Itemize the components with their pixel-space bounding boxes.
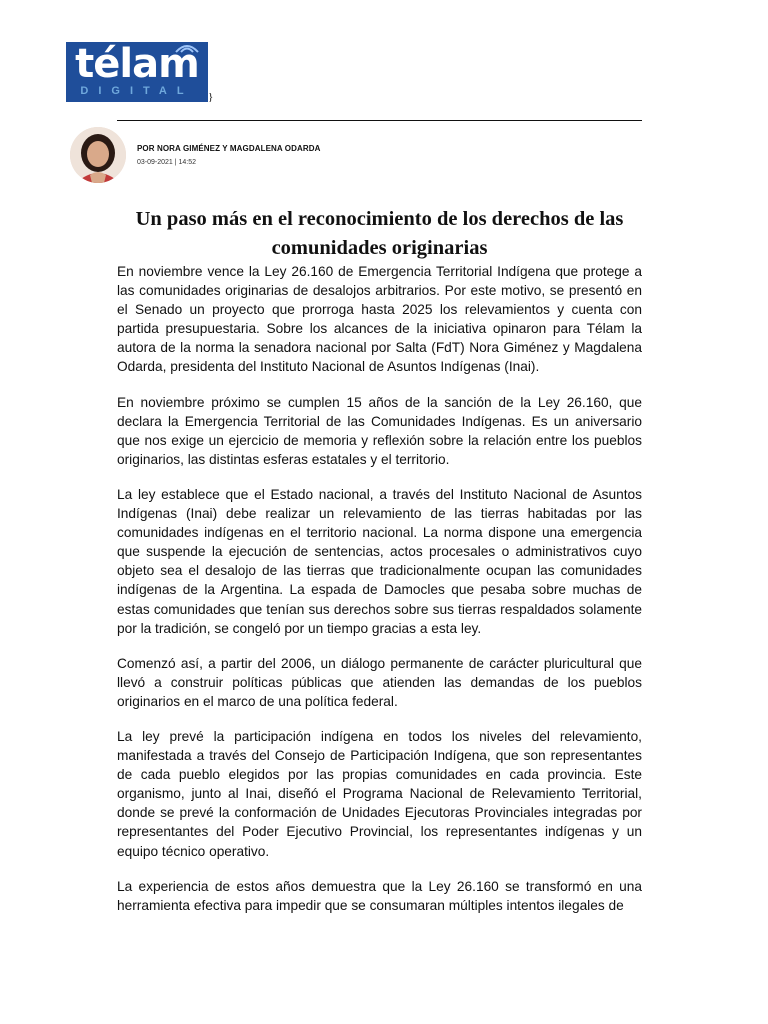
article-body: [117, 262, 642, 931]
article-paragraph: En noviembre próximo se cumplen 15 años de la sanción de la Ley 26.160, que declara la Emergencia Territorial de las Comunidades Indígenas. Es un aniversario que nos exige un ejercicio de memoria y reflexión sobre la relación entre los pueblos originarios, las distintas esferas estatales y el territorio.: [117, 394, 642, 467]
author-byline: POR NORA GIMÉNEZ Y MAGDALENA ODARDA: [137, 144, 321, 153]
article-paragraph: Comenzó así, a partir del 2006, un diálogo permanente de carácter pluricultural que llevó a construir políticas públicas que atienden las demandas de los pueblos originarios en el marco de una política federal.: [117, 655, 642, 709]
signal-wave-icon: [172, 40, 202, 54]
article-paragraph: La ley prevé la participación indígena en todos los niveles del relevamiento, manifestada a través del Consejo de Participación Indígena, que son representantes de cada pueblo elegidos por las propias comunidades en cada provincia. Este organismo, junto al Inai, diseñó el Programa Nacional de Relevamiento Territorial, donde se prevé la conformación de Unidades Ejecutoras Provinciales integradas por representantes del Poder Ejecutivo Provincial, los representantes indígenas y un equipo técnico operativo.: [117, 728, 642, 859]
header-divider: [117, 120, 642, 121]
logo-subtext: DIGITAL: [80, 85, 194, 97]
author-avatar: [70, 127, 126, 183]
article-paragraph: En noviembre vence la Ley 26.160 de Emergencia Territorial Indígena que protege a las comunidades originarias de desalojos arbitrarios. Por este motivo, se presentó en el Senado un proyecto que prorroga hasta 2025 los relevamientos y cuenta con partida presupuestaria. Sobre los alcances de la iniciativa opinaron para Télam la autora de la norma la senadora nacional por Salta (FdT) Nora Giménez y Magdalena Odarda, presidenta del Instituto Nacional de Asuntos Indígenas (Inai).: [117, 264, 642, 375]
author-photo-image: [70, 127, 126, 183]
logo-wordmark: télam: [75, 42, 199, 87]
article-title: Un paso más en el reconocimiento de los derechos de las comunidades originarias: [135, 208, 624, 259]
article-paragraph: La ley establece que el Estado nacional, a través del Instituto Nacional de Asuntos Indígenas (Inai) debe realizar un relevamiento de las tierras habitadas por las comunidades indígenas en el territorio nacional. La norma dispone una emergencia que suspende la ejecución de sentencias, actos procesales o administrativos cuyo objeto sea el desalojo de las tierras que tradicionalmente ocupan las comunidades indígenas de la Argentina. La espada de Damocles que pesaba sobre muchas de estas comunidades que tenían sus derechos sobre sus tierras respaldados solamente por la tradición, se congeló por un tiempo gracias a esta ley.: [117, 486, 642, 636]
publish-date: 03-09-2021 | 14:52: [137, 159, 197, 166]
article-paragraph: La experiencia de estos años demuestra que la Ley 26.160 se transformó en una herramienta efectiva para impedir que se consumaran múltiples intentos ilegales de: [117, 878, 642, 913]
stray-brace-char: }: [208, 91, 214, 103]
